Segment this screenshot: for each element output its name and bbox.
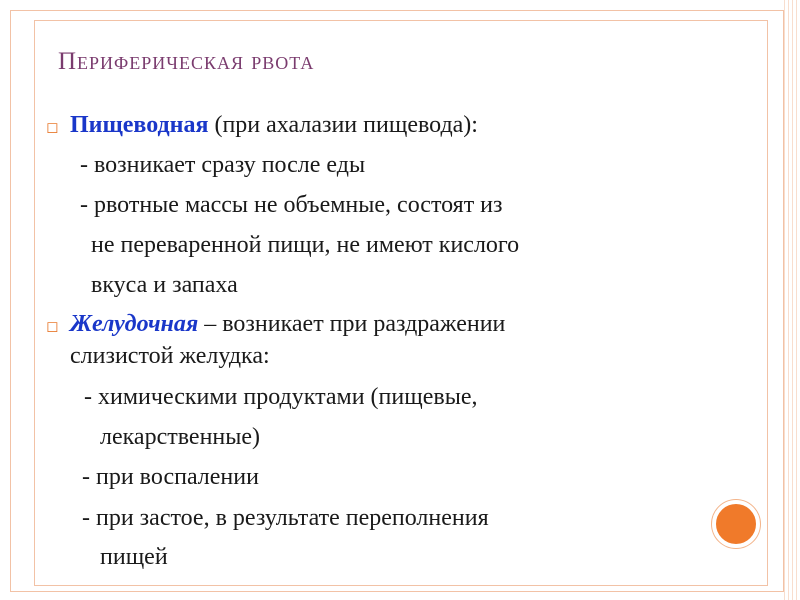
section1-heading: Пищеводная xyxy=(70,112,209,138)
section2-line: - при застое, в результате переполнения xyxy=(82,505,489,531)
section2-line: слизистой желудка: xyxy=(70,343,270,369)
slide-title: Периферическая рвота xyxy=(58,48,315,75)
section1-line: - возникает сразу после еды xyxy=(80,152,366,178)
section2-line: пищей xyxy=(100,544,168,570)
section2-heading-rest: – возникает при раздражении xyxy=(198,311,506,337)
section2-heading-line xyxy=(70,309,505,339)
section2-line: - при воспалении xyxy=(82,464,259,490)
slide-frame-inner xyxy=(34,20,768,586)
bullet-icon: ◻ xyxy=(46,317,59,335)
section1-line: - рвотные массы не объемные, состоят из xyxy=(80,192,503,218)
bullet-icon: ◻ xyxy=(46,118,59,136)
section1-heading-line xyxy=(70,110,478,140)
section1-line: не переваренной пищи, не имеют кислого xyxy=(91,232,520,258)
section2-line: - химическими продуктами (пищевые, xyxy=(84,384,478,410)
section1-heading-rest: (при ахалазии пищевода): xyxy=(208,112,478,138)
section2-heading: Желудочная xyxy=(70,311,199,337)
decorative-stripes xyxy=(784,0,800,600)
section1-line: вкуса и запаха xyxy=(91,272,238,298)
decorative-circle xyxy=(712,500,760,548)
section2-line: лекарственные) xyxy=(100,424,261,450)
